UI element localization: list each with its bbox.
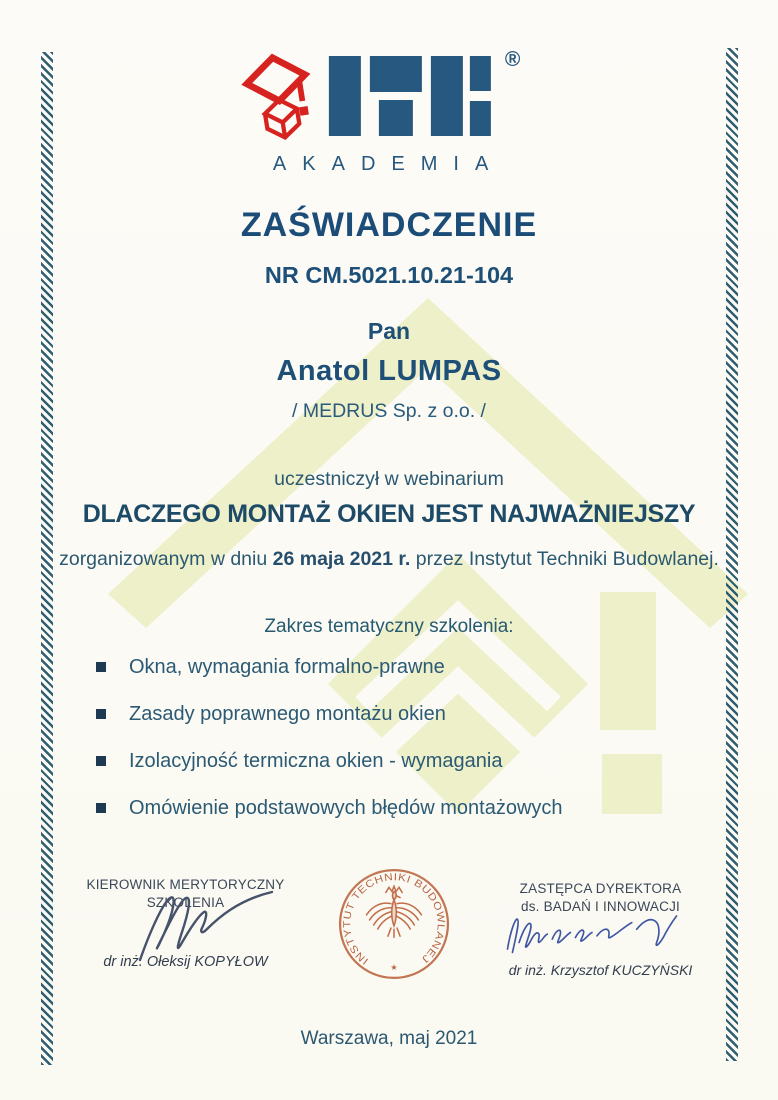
logo-row (241, 48, 521, 146)
topic-label: Okna, wymagania formalno-prawne (129, 655, 445, 678)
akademia-label: AKADEMIA (272, 153, 505, 175)
topic-label: Omówienie podstawowych błędów montażowych (129, 796, 563, 819)
itb-letter-b (431, 56, 491, 136)
signatory-right (478, 880, 723, 990)
recipient-name: Anatol LUMPAS (276, 355, 502, 387)
graduation-cap-icon (241, 52, 317, 146)
organized-prefix: zorganizowanym w dniu (59, 548, 273, 570)
itb-letter-blocks (329, 56, 491, 136)
eagle-icon (367, 886, 422, 937)
webinar-title: DLACZEGO MONTAŻ OKIEN JEST NAJWAŻNIEJSZY (82, 500, 696, 528)
organized-suffix: przez Instytut Techniki Budowlanej. (410, 548, 719, 570)
certificate-number: NR CM.5021.10.21-104 (264, 262, 514, 288)
list-item (96, 795, 563, 821)
topic-label: Zasady poprawnego montażu okien (129, 702, 446, 725)
participation-intro: uczestniczył w webinarium (274, 468, 504, 490)
place-and-date: Warszawa, maj 2021 (300, 1028, 478, 1049)
topics-heading: Zakres tematyczny szkolenia: (264, 616, 514, 637)
topics-list (96, 654, 563, 842)
organized-line (0, 548, 778, 571)
itb-round-stamp (336, 866, 452, 982)
recipient-company: / MEDRUS Sp. z o.o. / (292, 400, 486, 422)
bullet-square-icon (96, 756, 106, 766)
signatory-left (58, 876, 313, 988)
itb-letter-t (370, 56, 422, 136)
signature-kuczynski (482, 906, 702, 964)
itb-akademia-logo (241, 48, 521, 176)
list-item (96, 701, 563, 727)
topic-label: Izolacyjność termiczna okien - wymagania (129, 749, 503, 772)
stamp-text: INSTYTUT TECHNIKI BUDOWLANEJ (342, 872, 446, 967)
list-item (96, 748, 563, 774)
bullet-square-icon (96, 662, 106, 672)
signatory-name: dr inż. Ołeksij KOPYŁOW (103, 954, 268, 970)
registered-trademark-symbol: ® (504, 48, 521, 71)
signatory-role: ZASTĘPCA DYREKTORA ds. BADAŃ I INNOWACJI (519, 881, 682, 915)
stamp-star-icon: ★ (390, 962, 398, 972)
certificate-title: ZAŚWIADCZENIE (240, 206, 538, 244)
itb-letter-i (329, 56, 361, 136)
bullet-square-icon (96, 803, 106, 813)
bullet-square-icon (96, 709, 106, 719)
organized-date: 26 maja 2021 r. (272, 548, 411, 570)
signatory-role: KIEROWNIK MERYTORYCZNY SZKOLENIA (86, 877, 285, 911)
salutation: Pan (367, 318, 411, 344)
list-item (96, 654, 563, 680)
signatory-name: dr inż. Krzysztof KUCZYŃSKI (508, 962, 693, 978)
